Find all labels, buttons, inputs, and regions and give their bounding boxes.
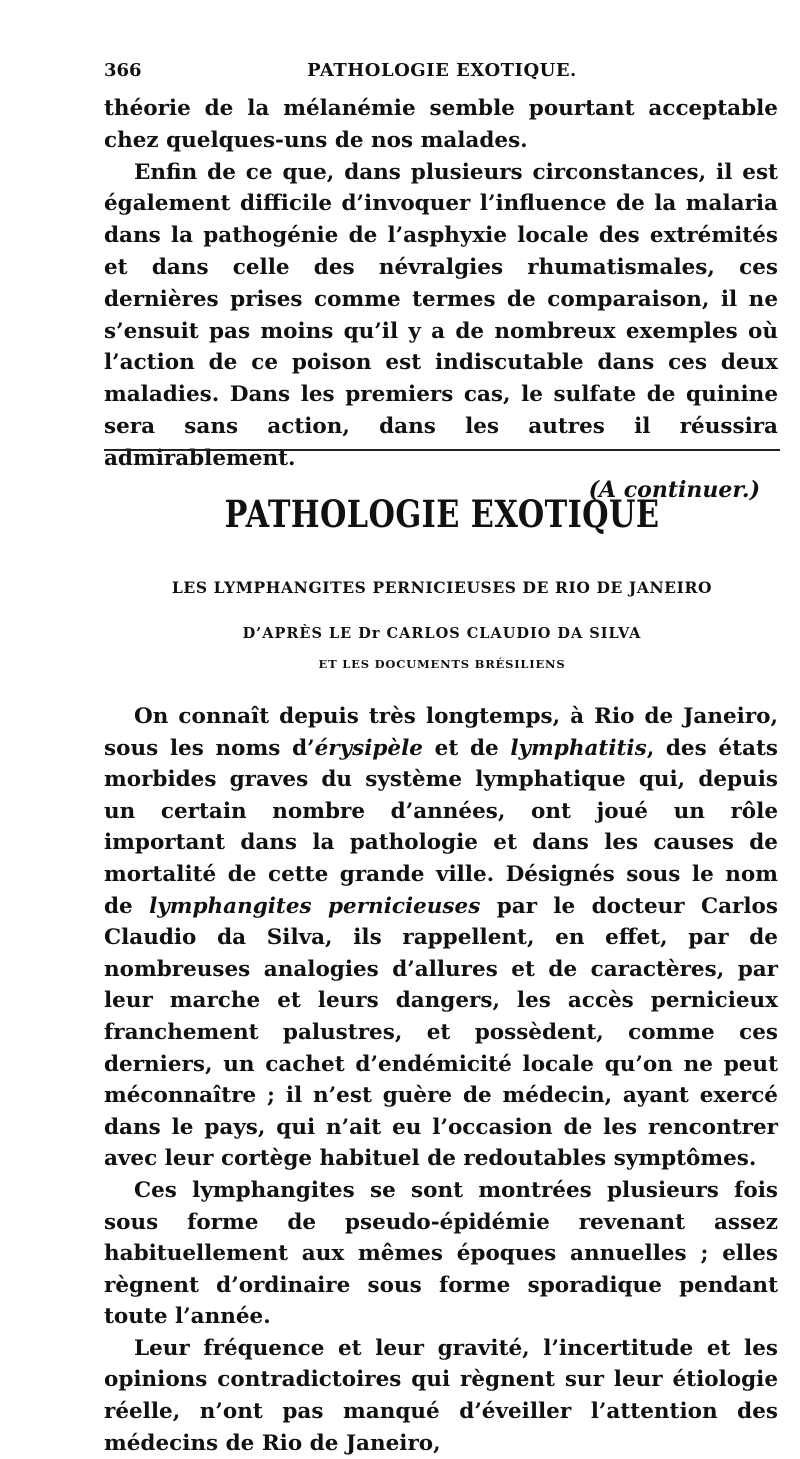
text-run: , des états morbides graves du système lymphatique qui, depuis un certain nombre d’années, ont joué un rôle important dans la pathologie et dans les causes de mortalité de cette grande ville. Désignés sous le nom de (104, 735, 778, 919)
italic-term: lymphatitis (510, 735, 647, 761)
italic-term: lymphangites pernicieuses (149, 893, 481, 919)
paragraph (104, 701, 778, 1175)
paragraph: théorie de la mélanémie semble pourtant acceptable chez quelques-uns de nos malades. (104, 96, 778, 153)
article-byline-secondary: ET LES DOCUMENTS BRÉSILIENS (318, 657, 566, 671)
article-subtitle: LES LYMPHANGITES PERNICIEUSES DE RIO DE JANEIRO (171, 578, 713, 597)
section-title: PATHOLOGIE EXOTIQUE (224, 492, 660, 536)
running-title: PATHOLOGIE EXOTIQUE. (307, 60, 577, 81)
previous-article-text (104, 93, 778, 506)
paragraph: Leur fréquence et leur gravité, l’incertitude et les opinions contradictoires qui règnent sur leur étiologie réelle, n’ont pas manqué d’éveiller l’attention des médecins de Rio de Janeiro, (104, 1335, 778, 1456)
text-run: par le docteur Carlos Claudio da Silva, ils rappellent, en effet, par de nombreuses analogies d’allures et de caractères, par leur marche et leurs dangers, les accès pernicieux franchement palustres, et possèdent, comme ces derniers, un cachet d’endémicité locale qu’on ne peut méconnaître ; il n’est guère de médecin, ayant exercé dans le pays, qui n’ait eu l’occasion de les rencontrer avec leur cortège habituel de redoutables symptômes. (104, 893, 778, 1172)
text-run: On connaît depuis très longtemps, à Rio de Janeiro, sous les noms d’ (104, 704, 778, 761)
text-run: et de (422, 735, 511, 761)
article-text (104, 701, 778, 1459)
italic-term: érysipèle (314, 735, 423, 761)
section-divider (104, 449, 780, 451)
article-byline: D’APRÈS LE Dr CARLOS CLAUDIO DA SILVA (242, 625, 642, 642)
continuation-note: (A continuer.) (588, 476, 760, 503)
paragraph: Enfin de ce que, dans plusieurs circonstances, il est également difficile d’invoquer l’influence de la malaria dans la pathogénie de l’asphyxie locale des extrémités et dans celle des névralgies rhumatismales, ces dernières prises comme termes de comparaison, il ne s’ensuit pas moins qu’il y a de nombreux exemples où l’action de ce poison est indiscutable dans ces deux maladies. Dans les premiers cas, le sulfate de quinine sera sans action, dans les autres il réussira admirablement. (104, 159, 778, 471)
paragraph: Ces lymphangites se sont montrées plusieurs fois sous forme de pseudo-épidémie revenant assez habituellement aux mêmes époques annuelles ; elles règnent d’ordinaire sous forme sporadique pendant toute l’année. (104, 1177, 778, 1330)
page-number: 366 (104, 60, 142, 81)
running-header (104, 60, 780, 88)
